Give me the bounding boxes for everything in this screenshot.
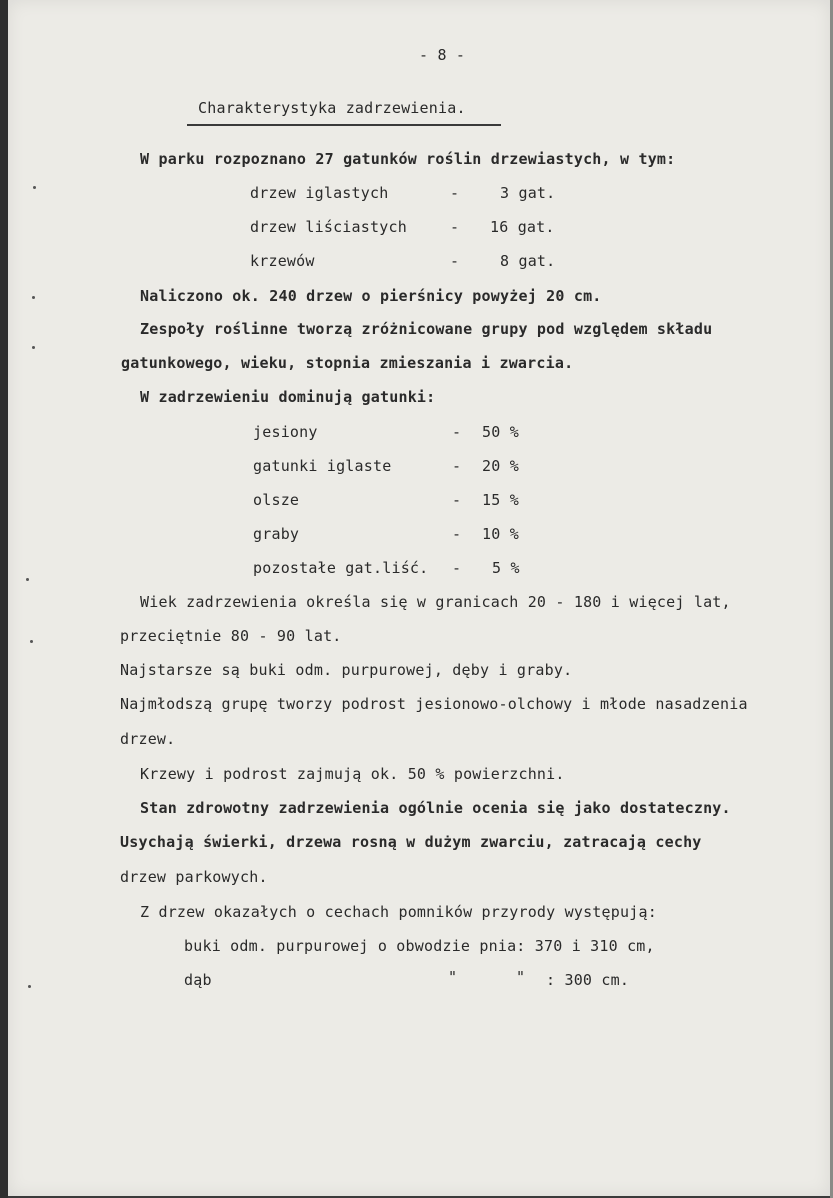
beech-line: buki odm. purpurowej o obwodzie pnia: 370 i 310 cm, [184,937,655,955]
monuments-line: Z drzew okazałych o cechach pomników przyrody występują: [140,903,657,921]
intro-line: W parku rozpoznano 27 gatunków roślin drzewiastych, w tym: [140,150,676,168]
scan-speck [28,985,31,988]
dominant-species-label: gatunki iglaste [253,457,392,475]
dominant-species-dash: - [452,559,462,577]
species-group-value: 3 gat. [500,184,556,202]
page-number: - 8 - [419,46,466,64]
health-line-3: drzew parkowych. [120,868,268,886]
youngest-line-2: drzew. [120,730,176,748]
dominant-species-label: jesiony [253,423,318,441]
dominant-species-dash: - [452,457,462,475]
species-group-value: 16 gat. [490,218,555,236]
ditto-mark: " [516,968,526,986]
species-group-dash: - [450,218,460,236]
age-line-1: Wiek zadrzewienia określa się w granicach 20 - 180 i więcej lat, [140,593,731,611]
species-group-label: drzew iglastych [250,184,389,202]
scan-speck [32,296,35,299]
ditto-mark: " [448,968,458,986]
dominant-species-dash: - [452,423,462,441]
species-group-value: 8 gat. [500,252,556,270]
species-group-label: drzew liściastych [250,218,407,236]
scan-speck [32,346,35,349]
heading-underline [187,124,501,126]
scan-speck [26,578,29,581]
species-group-dash: - [450,184,460,202]
dominant-species-label: pozostałe gat.liść. [253,559,429,577]
dominant-species-value: 15 % [482,491,519,509]
age-line-2: przeciętnie 80 - 90 lat. [120,627,342,645]
dominant-species-dash: - [452,491,462,509]
oak-girth-value: : 300 cm. [546,971,630,989]
scan-speck [33,186,36,189]
health-line-1: Stan zdrowotny zadrzewienia ogólnie ocenia się jako dostateczny. [140,799,731,817]
oldest-line: Najstarsze są buki odm. purpurowej, dęby i graby. [120,661,573,679]
scan-left-edge [0,0,8,1198]
dominant-species-dash: - [452,525,462,543]
counted-line: Naliczono ok. 240 drzew o pierśnicy powyżej 20 cm. [140,287,602,305]
oak-label: dąb [184,971,212,989]
youngest-line-1: Najmłodszą grupę tworzy podrost jesionowo-olchowy i młode nasadzenia [120,695,748,713]
dominant-species-label: olsze [253,491,300,509]
dominant-species-label: graby [253,525,300,543]
dominant-species-value: 10 % [482,525,519,543]
shrubs-line: Krzewy i podrost zajmują ok. 50 % powierzchni. [140,765,565,783]
groups-line-1: Zespoły roślinne tworzą zróżnicowane grupy pod względem składu [140,320,713,338]
groups-line-2: gatunkowego, wieku, stopnia zmieszania i zwarcia. [121,354,574,372]
species-group-dash: - [450,252,460,270]
dominant-species-value: 20 % [482,457,519,475]
scan-speck [30,640,33,643]
dominant-line: W zadrzewieniu dominują gatunki: [140,388,436,406]
dominant-species-value: 50 % [482,423,519,441]
species-group-label: krzewów [250,252,315,270]
health-line-2: Usychają świerki, drzewa rosną w dużym zwarciu, zatracają cechy [120,833,702,851]
section-heading: Charakterystyka zadrzewienia. [198,99,466,117]
dominant-species-value: 5 % [492,559,520,577]
